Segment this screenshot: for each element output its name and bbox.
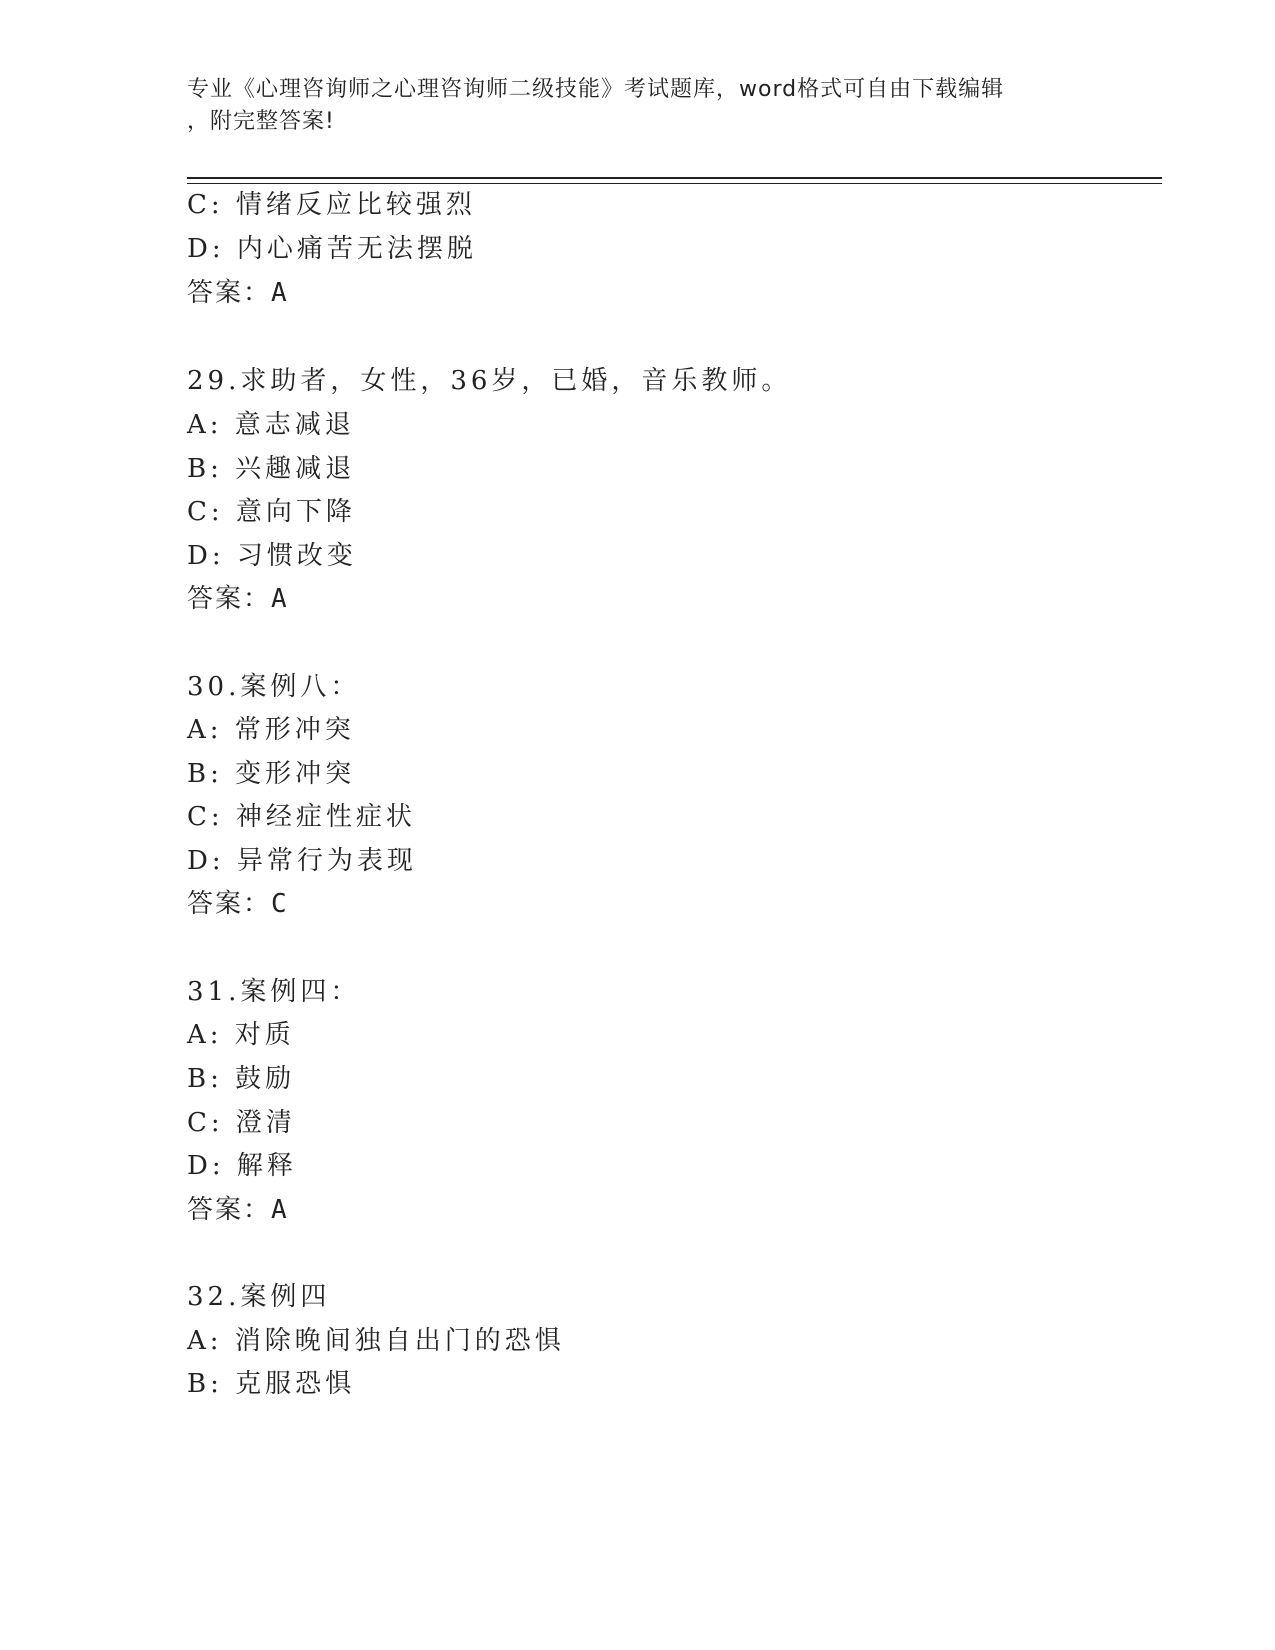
- answer-line: [187, 582, 289, 616]
- option-a: A: 常形冲突: [187, 715, 355, 745]
- answer-label: 答案：: [187, 889, 272, 919]
- question-stem: 32.案例四: [187, 1282, 331, 1312]
- header-rule-thin: [187, 183, 1162, 184]
- option-d: D: 习惯改变: [187, 541, 357, 571]
- header-line-2: ，附完整答案!: [187, 109, 335, 134]
- option-c: C: 意向下降: [187, 497, 356, 527]
- header-line-1: 专业《心理咨询师之心理咨询师二级技能》考试题库，word格式可自由下载编辑: [187, 77, 1005, 102]
- answer-line: [187, 887, 289, 921]
- option-a: A: 意志减退: [187, 410, 355, 440]
- answer-value: A: [271, 1195, 289, 1225]
- option-d: D: 内心痛苦无法摆脱: [187, 234, 477, 264]
- option-b: B: 克服恐惧: [187, 1369, 356, 1399]
- answer-value: A: [271, 584, 289, 614]
- question-stem: 29.求助者，女性，36岁，已婚，音乐教师。: [187, 366, 792, 396]
- option-b: B: 鼓励: [187, 1064, 296, 1094]
- option-c: C: 澄清: [187, 1108, 296, 1138]
- question-stem: 31.案例四：: [187, 977, 361, 1007]
- document-header: [187, 74, 1067, 138]
- option-c: C: 情绪反应比较强烈: [187, 190, 476, 220]
- answer-value: C: [271, 889, 289, 919]
- question-stem: 30.案例八：: [187, 672, 361, 702]
- answer-value: A: [271, 278, 289, 308]
- option-b: B: 兴趣减退: [187, 454, 356, 484]
- answer-line: [187, 1193, 289, 1227]
- answer-label: 答案：: [187, 584, 272, 614]
- header-rule-thick: [187, 177, 1162, 179]
- answer-label: 答案：: [187, 278, 272, 308]
- option-b: B: 变形冲突: [187, 759, 356, 789]
- option-c: C: 神经症性症状: [187, 802, 416, 832]
- option-a: A: 对质: [187, 1020, 295, 1050]
- answer-label: 答案：: [187, 1195, 272, 1225]
- option-d: D: 异常行为表现: [187, 846, 417, 876]
- option-a: A: 消除晚间独自出门的恐惧: [187, 1326, 565, 1356]
- answer-line: [187, 276, 289, 310]
- option-d: D: 解释: [187, 1151, 297, 1181]
